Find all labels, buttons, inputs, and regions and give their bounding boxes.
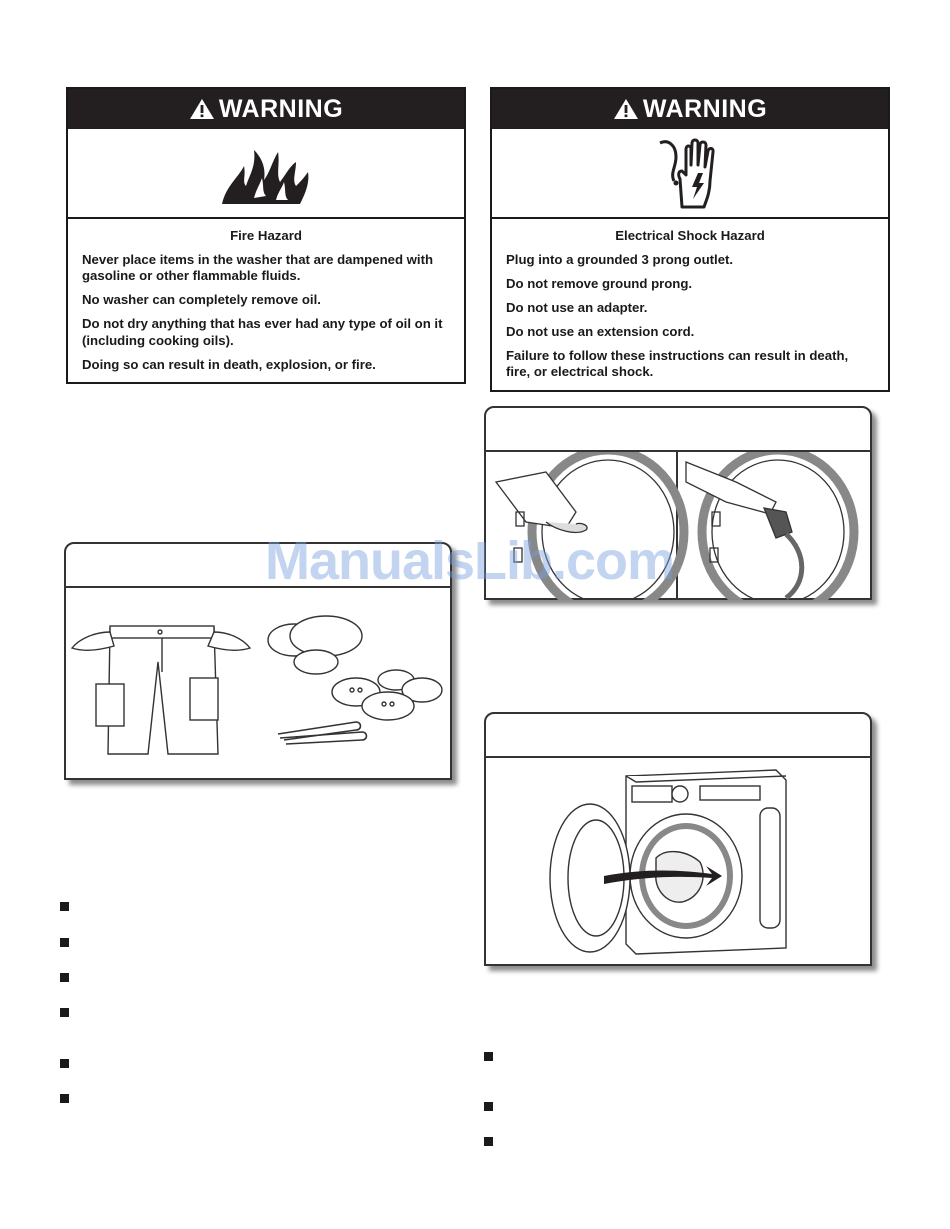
fire-hazard-warning — [66, 87, 466, 384]
fire-icon — [216, 138, 316, 208]
coins-icon — [268, 616, 362, 674]
warning-line: Failure to follow these instructions can result in death, fire, or electrical shock. — [506, 347, 849, 379]
warning-line: Do not remove ground prong. — [506, 275, 693, 291]
bullet-marker — [484, 1137, 493, 1146]
seal-inspection-right — [686, 452, 854, 600]
warning-line: Doing so can result in death, explosion, or fire. — [82, 356, 376, 372]
bullet-marker — [484, 1102, 493, 1111]
warning-line: Plug into a grounded 3 prong outlet. — [506, 251, 734, 267]
warning-header-text: WARNING — [642, 94, 768, 123]
pockets-illustration — [66, 588, 450, 780]
warning-line: Do not dry anything that has ever had any type of oil on it (including cooking oils). — [82, 316, 443, 348]
safety-pins-icon — [278, 722, 367, 744]
warning-header-text: WARNING — [218, 94, 344, 123]
figure-caption-bar — [486, 408, 870, 452]
warning-header — [492, 89, 888, 129]
warning-line: Do not use an extension cord. — [506, 323, 695, 339]
electric-shock-hand-icon — [650, 135, 730, 211]
electrical-shock-warning — [490, 87, 890, 392]
bullet-marker — [60, 1059, 69, 1068]
warning-triangle-icon — [613, 98, 639, 120]
bullet-marker — [60, 973, 69, 982]
bullet-marker — [60, 1008, 69, 1017]
warning-triangle-icon — [189, 98, 215, 120]
bullet-marker — [60, 902, 69, 911]
warning-line: No washer can completely remove oil. — [82, 292, 321, 307]
buttons-icon — [332, 670, 442, 720]
bullet-marker — [60, 938, 69, 947]
bullet-marker — [484, 1052, 493, 1061]
warning-title: Fire Hazard — [230, 228, 302, 243]
warning-line: Do not use an adapter. — [506, 299, 648, 315]
watermark: ManualsLib.com — [265, 531, 675, 591]
bullet-marker — [60, 1094, 69, 1103]
warning-line: Never place items in the washer that are dampened with gasoline or other flammable fluids. — [82, 251, 434, 283]
pants-icon — [72, 626, 250, 754]
warning-header — [68, 89, 464, 129]
washer-icon — [626, 770, 786, 954]
figure-caption-bar — [486, 714, 870, 758]
warning-title: Electrical Shock Hazard — [615, 228, 765, 243]
washer-loading-illustration — [486, 758, 870, 966]
load-laundry-figure — [484, 712, 872, 966]
